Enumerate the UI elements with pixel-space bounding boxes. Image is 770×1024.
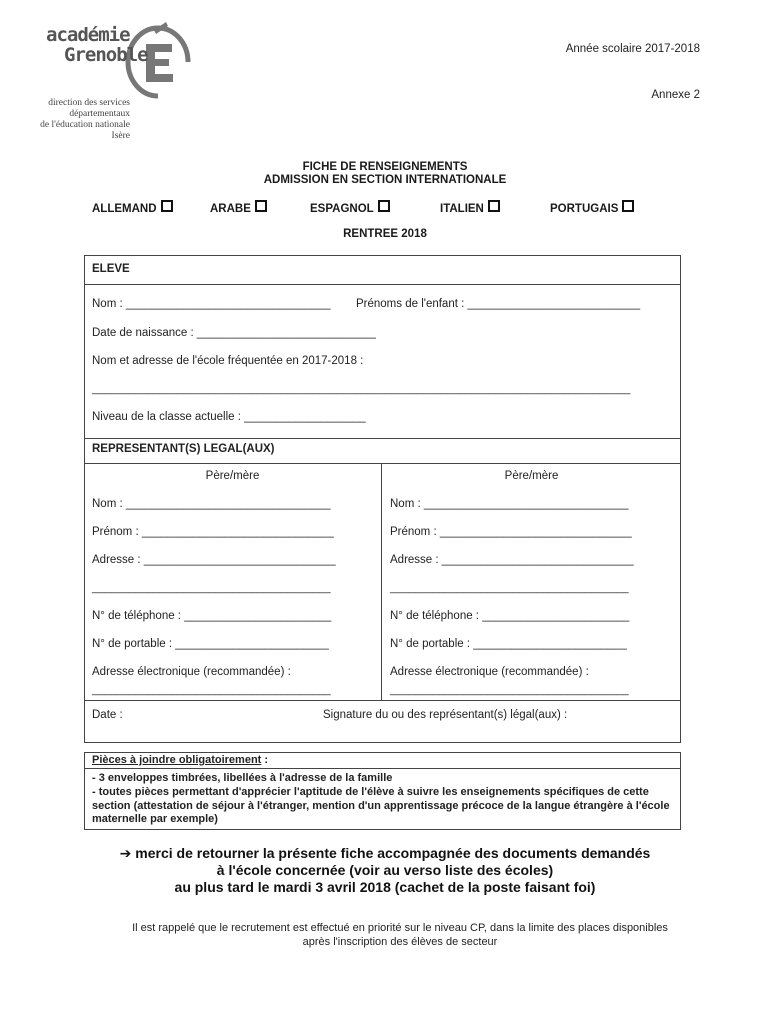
checkbox-icon[interactable]	[378, 200, 390, 212]
parent1-title: Père/mère	[205, 470, 260, 482]
parent2-adresse-field[interactable]: Adresse : ______________________________	[390, 554, 634, 566]
parent1-prenom-field[interactable]: Prénom : ______________________________	[92, 526, 334, 538]
pieces-item-enveloppes: - 3 enveloppes timbrées, libellées à l'adresse de la famille	[92, 772, 393, 784]
return-message-line3: au plus tard le mardi 3 avril 2018 (cachet de la poste faisant foi)	[174, 879, 596, 895]
pieces-item-aptitude: - toutes pièces permettant d'apprécier l'aptitude de l'élève à suivre les enseignements spécifiques de cette section (attestation de séjour à l'étranger, mention d'un apprentissage précoce de la langue étrangère à l'école maternelle par exemple)	[92, 786, 670, 825]
language-option-espagnol[interactable]: ESPAGNOL	[310, 200, 390, 215]
parent2-portable-field[interactable]: N° de portable : ________________________	[390, 638, 627, 650]
signature-field[interactable]: Signature du ou des représentant(s) légal(aux) :	[323, 709, 568, 721]
parent1-nom-field[interactable]: Nom : ________________________________	[92, 498, 331, 510]
eleve-date-naissance-field[interactable]: Date de naissance : ____________________________	[92, 327, 376, 339]
form-title-line1: FICHE DE RENSEIGNEMENTS	[302, 161, 468, 173]
checkbox-icon[interactable]	[622, 200, 634, 212]
language-option-portugais[interactable]: PORTUGAIS	[550, 200, 634, 215]
representants-heading: REPRESENTANT(S) LEGAL(AUX)	[92, 443, 275, 455]
eleve-ecole-label: Nom et adresse de l'école fréquentée en 2017-2018 :	[92, 355, 364, 367]
parent2-adresse-line[interactable]: _______________________________________	[390, 582, 629, 594]
parent1-telephone-field[interactable]: N° de téléphone : _______________________	[92, 610, 332, 622]
eleve-ecole-field[interactable]: ________________________________________________________________________________________	[92, 383, 631, 395]
parent2-email-field[interactable]: _______________________________________	[390, 684, 629, 696]
footer-note-line2: après l'inscription des élèves de secteur	[302, 936, 498, 948]
rentree-label: RENTREE 2018	[343, 228, 427, 240]
language-option-italien[interactable]: ITALIEN	[440, 200, 500, 215]
parent2-title: Père/mère	[504, 470, 559, 482]
parent1-email-field[interactable]: _______________________________________	[92, 684, 331, 696]
checkbox-icon[interactable]	[488, 200, 500, 212]
parent1-email-label: Adresse électronique (recommandée) :	[92, 666, 291, 678]
parent1-adresse-line[interactable]: _______________________________________	[92, 582, 331, 594]
checkbox-icon[interactable]	[255, 200, 267, 212]
annex-label: Annexe 2	[651, 89, 700, 101]
logo-grenoble-text: Grenoble	[64, 44, 148, 66]
footer-note-line1: Il est rappelé que le recrutement est effectué en priorité sur le niveau CP, dans la limite des places disponibles	[132, 922, 668, 934]
language-option-arabe[interactable]: ARABE	[210, 200, 267, 215]
school-year: Année scolaire 2017-2018	[565, 43, 700, 55]
logo-subtitle: direction des services départementaux de l'éducation nationale Isère	[40, 98, 130, 141]
parent2-nom-field[interactable]: Nom : ________________________________	[390, 498, 629, 510]
parent2-email-label: Adresse électronique (recommandée) :	[390, 666, 589, 678]
parent2-telephone-field[interactable]: N° de téléphone : _______________________	[390, 610, 630, 622]
parent2-prenom-field[interactable]: Prénom : ______________________________	[390, 526, 632, 538]
eleve-niveau-field[interactable]: Niveau de la classe actuelle : ___________________	[92, 411, 366, 423]
return-message-line2: à l'école concernée (voir au verso liste des écoles)	[216, 862, 554, 878]
eleve-prenoms-field[interactable]: Prénoms de l'enfant : ___________________________	[356, 298, 641, 310]
eleve-heading: ELEVE	[92, 263, 130, 275]
date-field[interactable]: Date :	[92, 709, 123, 721]
language-option-allemand[interactable]: ALLEMAND	[92, 200, 173, 215]
pieces-heading: Pièces à joindre obligatoirement :	[92, 754, 269, 766]
checkbox-icon[interactable]	[161, 200, 173, 212]
logo-academie-text: académie	[46, 24, 130, 46]
right-arrow-icon: ➔	[119, 845, 136, 861]
eleve-nom-field[interactable]: Nom : ________________________________	[92, 298, 331, 310]
return-message-line1: ➔ merci de retourner la présente fiche accompagnée des documents demandés	[119, 845, 651, 861]
parent1-portable-field[interactable]: N° de portable : ________________________	[92, 638, 329, 650]
parent1-adresse-field[interactable]: Adresse : ______________________________	[92, 554, 336, 566]
form-title-line2: ADMISSION EN SECTION INTERNATIONALE	[263, 174, 507, 186]
